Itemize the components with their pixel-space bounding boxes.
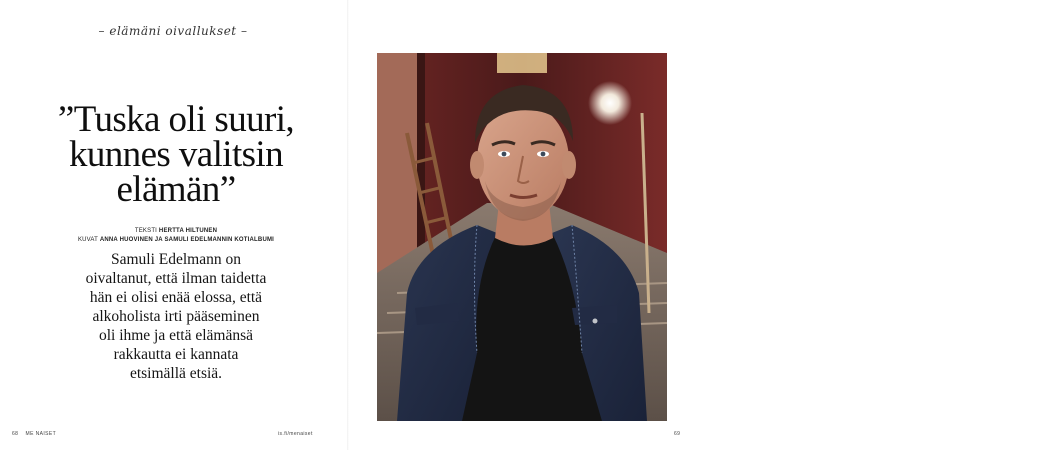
- headline-line-1: ”Tuska oli suuri,: [57, 99, 295, 140]
- lead-line: rakkautta ei kannata: [113, 346, 239, 363]
- photo-credit-label: KUVAT: [77, 236, 98, 243]
- photo-caption: ”Jos mies on kaunis, ei siitä ole mitään hyötyä, jos päässä ei ole mitään. Minusta tuntuu, että jumalasta ei pidä pakoa mitään miehiä.” Samuli Edelmann sanoo.: [997, 405, 1041, 448]
- left-magazine-name: ME NAISET: [25, 431, 57, 437]
- photo-credit: [40, 236, 312, 245]
- photo-credit-author: ANNA HUOVINEN JA SAMULI EDELMANNIN KOTIALBUMI: [99, 236, 275, 243]
- text-credit-label: TEKSTI: [134, 228, 158, 234]
- magazine-url: is.fi/menaiset: [278, 431, 313, 437]
- page-gutter: [347, 0, 349, 450]
- headline: [40, 99, 312, 210]
- headline-line-3: elämän”: [116, 169, 236, 210]
- left-page-number: 68: [12, 431, 19, 437]
- left-folio: [12, 431, 56, 437]
- portrait-illustration: [377, 53, 667, 421]
- lead-line: alkoholista irti pääseminen: [92, 308, 260, 325]
- byline: [40, 227, 312, 244]
- lead-line: hän ei olisi enää elossa, että: [89, 289, 263, 306]
- lead-line: Samuli Edelmann on: [110, 251, 241, 268]
- headline-line-2: kunnes valitsin: [68, 134, 283, 175]
- section-tag: – elämäni oivallukset –: [98, 24, 248, 38]
- lead-paragraph: [40, 250, 312, 383]
- text-credit-author: HERTTA HILTUNEN: [158, 228, 218, 234]
- text-credit: [40, 227, 312, 236]
- lead-line: oli ihme ja että elämänsä: [98, 327, 254, 344]
- right-page-number: 69: [674, 431, 681, 437]
- lead-line: oivaltanut, että ilman taidetta: [85, 270, 267, 287]
- lead-line: etsimällä etsiä.: [129, 365, 223, 382]
